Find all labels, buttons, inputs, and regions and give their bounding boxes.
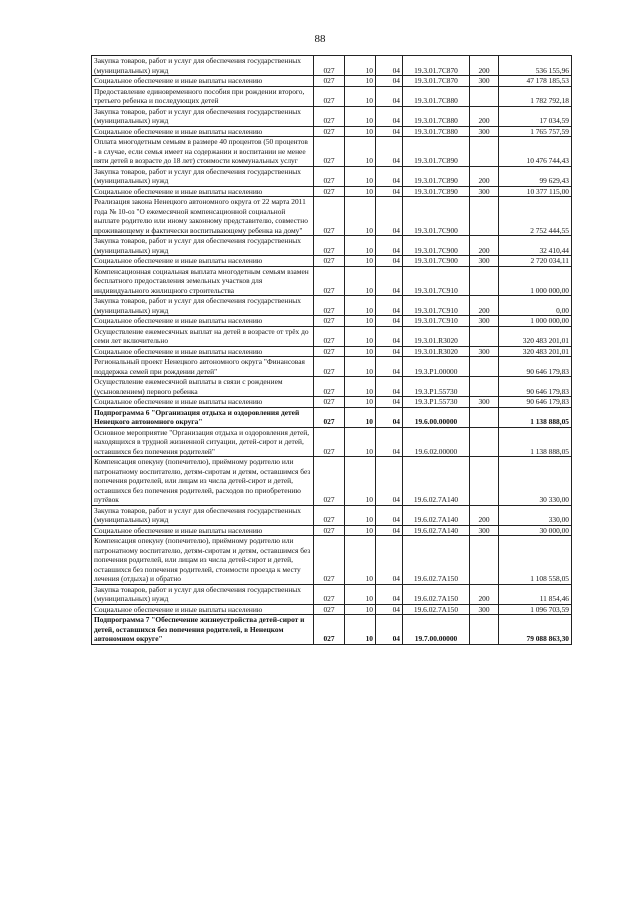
subsection-code: 04 xyxy=(376,346,403,357)
amount: 1 138 888,05 xyxy=(499,407,572,427)
section-code: 10 xyxy=(345,186,376,197)
amount: 2 720 034,11 xyxy=(499,256,572,267)
ved-code: 027 xyxy=(314,584,345,604)
subsection-code: 04 xyxy=(376,137,403,167)
page-number: 88 xyxy=(314,33,326,45)
section-code: 10 xyxy=(345,397,376,408)
subsection-code: 04 xyxy=(376,615,403,645)
expense-type-code: 200 xyxy=(470,106,499,126)
expense-type-code xyxy=(470,377,499,397)
table-row xyxy=(92,76,572,87)
row-name: Закупка товаров, работ и услуг для обеспечения государственных (муниципальных) нужд xyxy=(92,166,314,186)
ved-code: 027 xyxy=(314,56,345,76)
amount: 90 646 179,83 xyxy=(499,377,572,397)
ved-code: 027 xyxy=(314,615,345,645)
expense-type-code xyxy=(470,197,499,236)
row-name: Региональный проект Ненецкого автономного округа "Финансовая поддержка семей при рождении детей" xyxy=(92,357,314,377)
table-row xyxy=(92,126,572,137)
target-article-code: 19.6.02.7А150 xyxy=(403,536,470,585)
amount: 30 330,00 xyxy=(499,457,572,506)
row-name: Компенсация опекуну (попечителю), приёмному родителю или патронатному воспитателю, детям-сиротам и детям, оставшимся без попечения родителей, или лицам из числа детей-сирот и детей, оставшихся без попечения родителей, стоимости проезда к месту лечения (отдыха) и обратно xyxy=(92,536,314,585)
ved-code: 027 xyxy=(314,197,345,236)
expense-type-code: 200 xyxy=(470,166,499,186)
section-code: 10 xyxy=(345,197,376,236)
ved-code: 027 xyxy=(314,346,345,357)
expense-type-code xyxy=(470,427,499,457)
budget-table xyxy=(91,55,572,645)
table-row xyxy=(92,166,572,186)
expense-type-code xyxy=(470,86,499,106)
target-article-code: 19.6.00.00000 xyxy=(403,407,470,427)
ved-code: 027 xyxy=(314,407,345,427)
section-code: 10 xyxy=(345,76,376,87)
section-code: 10 xyxy=(345,137,376,167)
section-code: 10 xyxy=(345,126,376,137)
section-code: 10 xyxy=(345,377,376,397)
target-article-code: 19.3.01.7С880 xyxy=(403,86,470,106)
target-article-code: 19.6.02.7А150 xyxy=(403,604,470,615)
row-name: Социальное обеспечение и иные выплаты населению xyxy=(92,525,314,536)
subsection-code: 04 xyxy=(376,457,403,506)
table-row xyxy=(92,316,572,327)
section-code: 10 xyxy=(345,56,376,76)
ved-code: 027 xyxy=(314,604,345,615)
subsection-code: 04 xyxy=(376,525,403,536)
table-row xyxy=(92,584,572,604)
row-name: Компенсация опекуну (попечителю), приёмному родителю или патронатному воспитателю, детям-сиротам и детям, оставшимся без попечения родителей, или лицам из числа детей-сирот и детей, оставшихся без попечения родителей, расходов по приобретению путёвок xyxy=(92,457,314,506)
row-name: Социальное обеспечение и иные выплаты населению xyxy=(92,316,314,327)
expense-type-code xyxy=(470,137,499,167)
subsection-code: 04 xyxy=(376,604,403,615)
table-row xyxy=(92,106,572,126)
amount: 320 483 201,01 xyxy=(499,326,572,346)
row-name: Подпрограмма 6 "Организация отдыха и оздоровления детей Ненецкого автономного округа" xyxy=(92,407,314,427)
expense-type-code xyxy=(470,326,499,346)
ved-code: 027 xyxy=(314,106,345,126)
amount: 1 096 703,59 xyxy=(499,604,572,615)
subsection-code: 04 xyxy=(376,397,403,408)
ved-code: 027 xyxy=(314,166,345,186)
amount: 320 483 201,01 xyxy=(499,346,572,357)
table-row xyxy=(92,457,572,506)
table-row xyxy=(92,346,572,357)
row-name: Закупка товаров, работ и услуг для обеспечения государственных (муниципальных) нужд xyxy=(92,236,314,256)
expense-type-code: 300 xyxy=(470,525,499,536)
row-name: Закупка товаров, работ и услуг для обеспечения государственных (муниципальных) нужд xyxy=(92,56,314,76)
subsection-code: 04 xyxy=(376,76,403,87)
subsection-code: 04 xyxy=(376,106,403,126)
row-name: Предоставление единовременного пособия при рождении второго, третьего ребенка и последующих детей xyxy=(92,86,314,106)
target-article-code: 19.3.01.7С870 xyxy=(403,56,470,76)
ved-code: 027 xyxy=(314,186,345,197)
target-article-code: 19.3.01.7С890 xyxy=(403,137,470,167)
subsection-code: 04 xyxy=(376,86,403,106)
subsection-code: 04 xyxy=(376,536,403,585)
subsection-code: 04 xyxy=(376,266,403,296)
subsection-code: 04 xyxy=(376,407,403,427)
expense-type-code: 300 xyxy=(470,397,499,408)
amount: 1 000 000,00 xyxy=(499,266,572,296)
amount: 10 476 744,43 xyxy=(499,137,572,167)
amount: 10 377 115,00 xyxy=(499,186,572,197)
target-article-code: 19.6.02.7А140 xyxy=(403,525,470,536)
section-code: 10 xyxy=(345,326,376,346)
expense-type-code xyxy=(470,457,499,506)
amount: 11 854,46 xyxy=(499,584,572,604)
amount: 17 034,59 xyxy=(499,106,572,126)
section-code: 10 xyxy=(345,525,376,536)
expense-type-code xyxy=(470,407,499,427)
section-code: 10 xyxy=(345,584,376,604)
expense-type-code xyxy=(470,357,499,377)
ved-code: 027 xyxy=(314,296,345,316)
section-code: 10 xyxy=(345,505,376,525)
expense-type-code: 300 xyxy=(470,604,499,615)
target-article-code: 19.3.01.7С890 xyxy=(403,166,470,186)
table-row xyxy=(92,525,572,536)
row-name: Оплата многодетным семьям в размере 40 процентов (50 процентов - в случае, если семья имеет на содержании и воспитании не менее пяти детей в возрасте до 18 лет) стоимости коммунальных услуг xyxy=(92,137,314,167)
ved-code: 027 xyxy=(314,137,345,167)
table-row xyxy=(92,197,572,236)
target-article-code: 19.6.02.00000 xyxy=(403,427,470,457)
amount: 0,00 xyxy=(499,296,572,316)
expense-type-code: 200 xyxy=(470,296,499,316)
ved-code: 027 xyxy=(314,316,345,327)
table-row xyxy=(92,266,572,296)
table-row xyxy=(92,357,572,377)
amount: 1 138 888,05 xyxy=(499,427,572,457)
row-name: Компенсационная социальная выплата многодетным семьям взамен бесплатного предоставления земельных участков для индивидуального жилищного строительства xyxy=(92,266,314,296)
subsection-code: 04 xyxy=(376,377,403,397)
row-name: Осуществление ежемесячной выплаты в связи с рождением (усыновлением) первого ребенка xyxy=(92,377,314,397)
amount: 30 000,00 xyxy=(499,525,572,536)
table-row xyxy=(92,56,572,76)
expense-type-code: 300 xyxy=(470,256,499,267)
section-code: 10 xyxy=(345,106,376,126)
table-row xyxy=(92,186,572,197)
subsection-code: 04 xyxy=(376,256,403,267)
section-code: 10 xyxy=(345,86,376,106)
ved-code: 027 xyxy=(314,326,345,346)
section-code: 10 xyxy=(345,357,376,377)
expense-type-code xyxy=(470,536,499,585)
expense-type-code: 200 xyxy=(470,236,499,256)
section-code: 10 xyxy=(345,457,376,506)
row-name: Социальное обеспечение и иные выплаты населению xyxy=(92,346,314,357)
table-row xyxy=(92,86,572,106)
table-row xyxy=(92,296,572,316)
table-row xyxy=(92,256,572,267)
ved-code: 027 xyxy=(314,505,345,525)
section-code: 10 xyxy=(345,346,376,357)
row-name: Социальное обеспечение и иные выплаты населению xyxy=(92,397,314,408)
ved-code: 027 xyxy=(314,377,345,397)
section-code: 10 xyxy=(345,266,376,296)
expense-type-code: 200 xyxy=(470,584,499,604)
expense-type-code: 200 xyxy=(470,505,499,525)
subsection-code: 04 xyxy=(376,56,403,76)
amount: 79 088 863,30 xyxy=(499,615,572,645)
target-article-code: 19.3.01.7С910 xyxy=(403,266,470,296)
ved-code: 027 xyxy=(314,76,345,87)
subsection-code: 04 xyxy=(376,427,403,457)
row-name: Социальное обеспечение и иные выплаты населению xyxy=(92,126,314,137)
target-article-code: 19.3.01.7С910 xyxy=(403,316,470,327)
subsection-code: 04 xyxy=(376,126,403,137)
ved-code: 027 xyxy=(314,525,345,536)
amount: 90 646 179,83 xyxy=(499,397,572,408)
row-name: Закупка товаров, работ и услуг для обеспечения государственных (муниципальных) нужд xyxy=(92,584,314,604)
ved-code: 027 xyxy=(314,457,345,506)
section-code: 10 xyxy=(345,166,376,186)
amount: 1 108 558,05 xyxy=(499,536,572,585)
expense-type-code: 300 xyxy=(470,186,499,197)
target-article-code: 19.6.02.7А140 xyxy=(403,505,470,525)
target-article-code: 19.6.02.7А150 xyxy=(403,584,470,604)
row-name: Социальное обеспечение и иные выплаты населению xyxy=(92,256,314,267)
table-row xyxy=(92,397,572,408)
target-article-code: 19.6.02.7А140 xyxy=(403,457,470,506)
expense-type-code: 300 xyxy=(470,76,499,87)
target-article-code: 19.3.01.7С900 xyxy=(403,197,470,236)
ved-code: 027 xyxy=(314,266,345,296)
table-row xyxy=(92,604,572,615)
subsection-code: 04 xyxy=(376,326,403,346)
section-code: 10 xyxy=(345,604,376,615)
row-name: Осуществление ежемесячных выплат на детей в возрасте от трёх до семи лет включительно xyxy=(92,326,314,346)
row-name: Реализация закона Ненецкого автономного округа от 22 марта 2011 года № 10-оз "О ежемесячной компенсационной социальной выплате родителю или иному законному представителю, совместно проживающему и фактически воспитывающему ребенка на дому" xyxy=(92,197,314,236)
table-row xyxy=(92,427,572,457)
table-row xyxy=(92,137,572,167)
ved-code: 027 xyxy=(314,236,345,256)
target-article-code: 19.3.01.R3020 xyxy=(403,346,470,357)
ved-code: 027 xyxy=(314,427,345,457)
subsection-code: 04 xyxy=(376,296,403,316)
section-code: 10 xyxy=(345,296,376,316)
amount: 330,00 xyxy=(499,505,572,525)
target-article-code: 19.3.01.7С900 xyxy=(403,236,470,256)
target-article-code: 19.3.01.7С870 xyxy=(403,76,470,87)
table-row xyxy=(92,236,572,256)
section-code: 10 xyxy=(345,536,376,585)
amount: 99 629,43 xyxy=(499,166,572,186)
ved-code: 027 xyxy=(314,357,345,377)
row-name: Закупка товаров, работ и услуг для обеспечения государственных (муниципальных) нужд xyxy=(92,505,314,525)
target-article-code: 19.3.01.7С900 xyxy=(403,256,470,267)
row-name: Закупка товаров, работ и услуг для обеспечения государственных (муниципальных) нужд xyxy=(92,106,314,126)
subsection-code: 04 xyxy=(376,166,403,186)
amount: 1 000 000,00 xyxy=(499,316,572,327)
ved-code: 027 xyxy=(314,397,345,408)
target-article-code: 19.3.01.R3020 xyxy=(403,326,470,346)
expense-type-code xyxy=(470,266,499,296)
table-row xyxy=(92,505,572,525)
expense-type-code: 300 xyxy=(470,346,499,357)
subsection-code: 04 xyxy=(376,236,403,256)
table-row xyxy=(92,326,572,346)
amount: 1 765 757,59 xyxy=(499,126,572,137)
amount: 1 782 792,18 xyxy=(499,86,572,106)
ved-code: 027 xyxy=(314,536,345,585)
row-name: Подпрограмма 7 "Обеспечение жизнеустройства детей-сирот и детей, оставшихся без попечения родителей, в Ненецком автономном округе" xyxy=(92,615,314,645)
amount: 47 178 185,53 xyxy=(499,76,572,87)
target-article-code: 19.7.00.00000 xyxy=(403,615,470,645)
table-row xyxy=(92,407,572,427)
amount: 32 410,44 xyxy=(499,236,572,256)
target-article-code: 19.3.P1.55730 xyxy=(403,377,470,397)
subsection-code: 04 xyxy=(376,505,403,525)
amount: 90 646 179,83 xyxy=(499,357,572,377)
section-code: 10 xyxy=(345,236,376,256)
target-article-code: 19.3.P1.00000 xyxy=(403,357,470,377)
target-article-code: 19.3.01.7С880 xyxy=(403,126,470,137)
amount: 536 155,96 xyxy=(499,56,572,76)
table-row xyxy=(92,615,572,645)
subsection-code: 04 xyxy=(376,186,403,197)
subsection-code: 04 xyxy=(376,316,403,327)
table-row xyxy=(92,377,572,397)
expense-type-code: 200 xyxy=(470,56,499,76)
target-article-code: 19.3.P1.55730 xyxy=(403,397,470,408)
subsection-code: 04 xyxy=(376,357,403,377)
ved-code: 027 xyxy=(314,256,345,267)
ved-code: 027 xyxy=(314,126,345,137)
row-name: Закупка товаров, работ и услуг для обеспечения государственных (муниципальных) нужд xyxy=(92,296,314,316)
section-code: 10 xyxy=(345,256,376,267)
row-name: Социальное обеспечение и иные выплаты населению xyxy=(92,76,314,87)
expense-type-code xyxy=(470,615,499,645)
row-name: Социальное обеспечение и иные выплаты населению xyxy=(92,186,314,197)
section-code: 10 xyxy=(345,407,376,427)
row-name: Социальное обеспечение и иные выплаты населению xyxy=(92,604,314,615)
budget-table-body xyxy=(92,56,572,645)
row-name: Основное мероприятие "Организация отдыха и оздоровления детей, находящихся в трудной жизненной ситуации, детей-сирот и детей, оставшихся без попечения родителей" xyxy=(92,427,314,457)
amount: 2 752 444,55 xyxy=(499,197,572,236)
table-row xyxy=(92,536,572,585)
target-article-code: 19.3.01.7С880 xyxy=(403,106,470,126)
expense-type-code: 300 xyxy=(470,316,499,327)
ved-code: 027 xyxy=(314,86,345,106)
subsection-code: 04 xyxy=(376,197,403,236)
expense-type-code: 300 xyxy=(470,126,499,137)
target-article-code: 19.3.01.7С910 xyxy=(403,296,470,316)
section-code: 10 xyxy=(345,615,376,645)
section-code: 10 xyxy=(345,316,376,327)
subsection-code: 04 xyxy=(376,584,403,604)
section-code: 10 xyxy=(345,427,376,457)
target-article-code: 19.3.01.7С890 xyxy=(403,186,470,197)
